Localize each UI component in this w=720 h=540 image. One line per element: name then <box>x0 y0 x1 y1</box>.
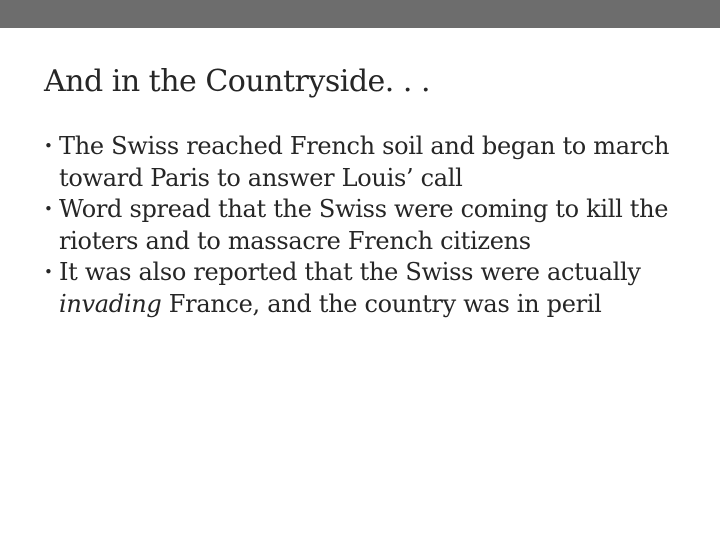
bullet-dot-icon: • <box>44 200 53 218</box>
bullet-list <box>44 131 704 320</box>
bullet-item-swiss-reached <box>44 131 704 194</box>
bullet-text-italic: invading <box>59 289 162 318</box>
slide-title: And in the Countryside. . . <box>44 64 430 99</box>
bullet-dot-icon: • <box>44 137 53 155</box>
bullet-text: The Swiss reached French soil and began to march toward Paris to answer Louis’ call <box>59 132 670 192</box>
bullet-text-before: It was also reported that the Swiss were actually <box>59 258 641 286</box>
bullet-dot-icon: • <box>44 263 53 281</box>
bullet-text: Word spread that the Swiss were coming to kill the rioters and to massacre French citizens <box>59 195 669 255</box>
bullet-item-word-spread <box>44 194 704 257</box>
top-bar <box>0 0 720 28</box>
bullet-text-after: France, and the country was in peril <box>161 289 602 318</box>
bullet-text <box>59 257 704 320</box>
bullet-item-invading <box>44 257 704 320</box>
